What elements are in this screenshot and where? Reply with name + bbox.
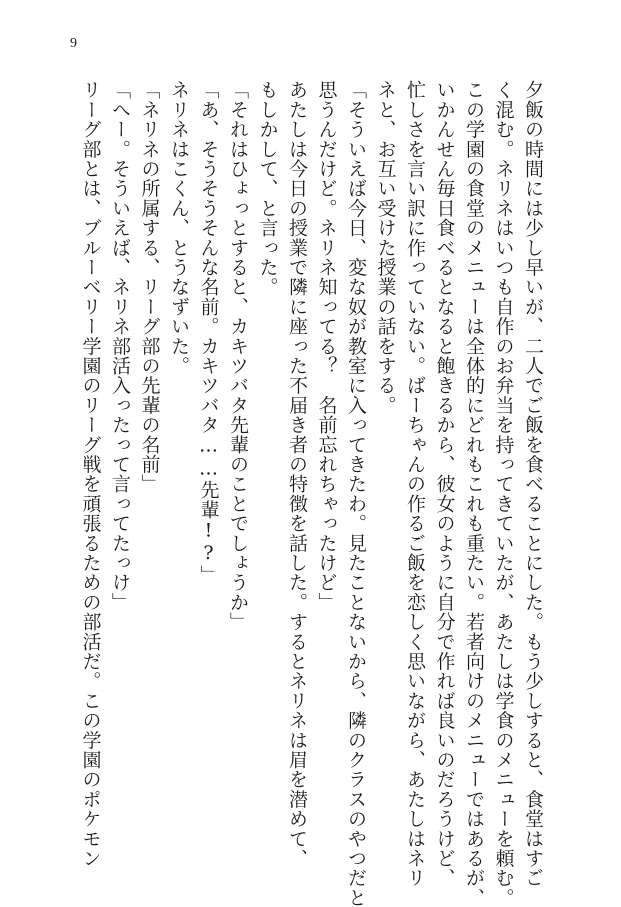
text-line: 「ネリネの所属する、リーグ部の先輩の名前」 — [138, 80, 161, 494]
text-line: あたしは今日の授業で隣に座った不届き者の特徴を話した。するとネリネは眉を潜めて、 — [286, 80, 308, 868]
text-line: ネと、お互い受けた授業の話をする。 — [374, 80, 397, 415]
text-line: く混む。ネリネはいつも自作のお弁当を持ってきていたが、あたしは学食のメニューを頼む。 — [492, 80, 515, 907]
text-line: リーグ部とは、ブルーベリー学園のリーグ戦を頑張るための部活だ。この学園のポケモン — [79, 80, 102, 868]
text-line: もしかして、と言った。 — [256, 80, 279, 297]
text-line: いかんせん毎日食べるとなると飽きるから、彼女のように自分で作れば良いのだろうけど、 — [433, 80, 456, 888]
page-number: 9 — [70, 36, 77, 51]
text-line: ネリネはこくん、とうなずいた。 — [168, 80, 190, 376]
text-line: 「へー。そういえば、ネリネ部活入ったって言ってたっけ」 — [109, 80, 131, 612]
text-line: 忙しさを言い訳に作っていない。ばーちゃんの作るご飯を恋しく思いながら、あたしはネリ — [404, 80, 426, 888]
text-line: 「あ、そうそうそんな名前。カキツバタ……先輩!?」 — [197, 80, 220, 585]
text-line: 「それはひょっとすると、カキツバタ先輩のことでしょうか」 — [227, 80, 249, 632]
text-line: この学園の食堂のメニューは全体的にどれもこれも重たい。若者向けのメニューではあるが、 — [463, 80, 485, 907]
text-line: 夕飯の時間には少し早いが、二人でご飯を食べることにした。もう少しすると、食堂はすご — [522, 80, 544, 888]
text-line: 思うんだけど。ネリネ知ってる？ 名前忘れちゃったけど」 — [315, 80, 338, 612]
text-line: 「そういえば今日、変な奴が教室に入ってきたわ。見たことないから、隣のクラスのやつだと — [345, 80, 367, 907]
vertical-text-body — [75, 80, 547, 907]
